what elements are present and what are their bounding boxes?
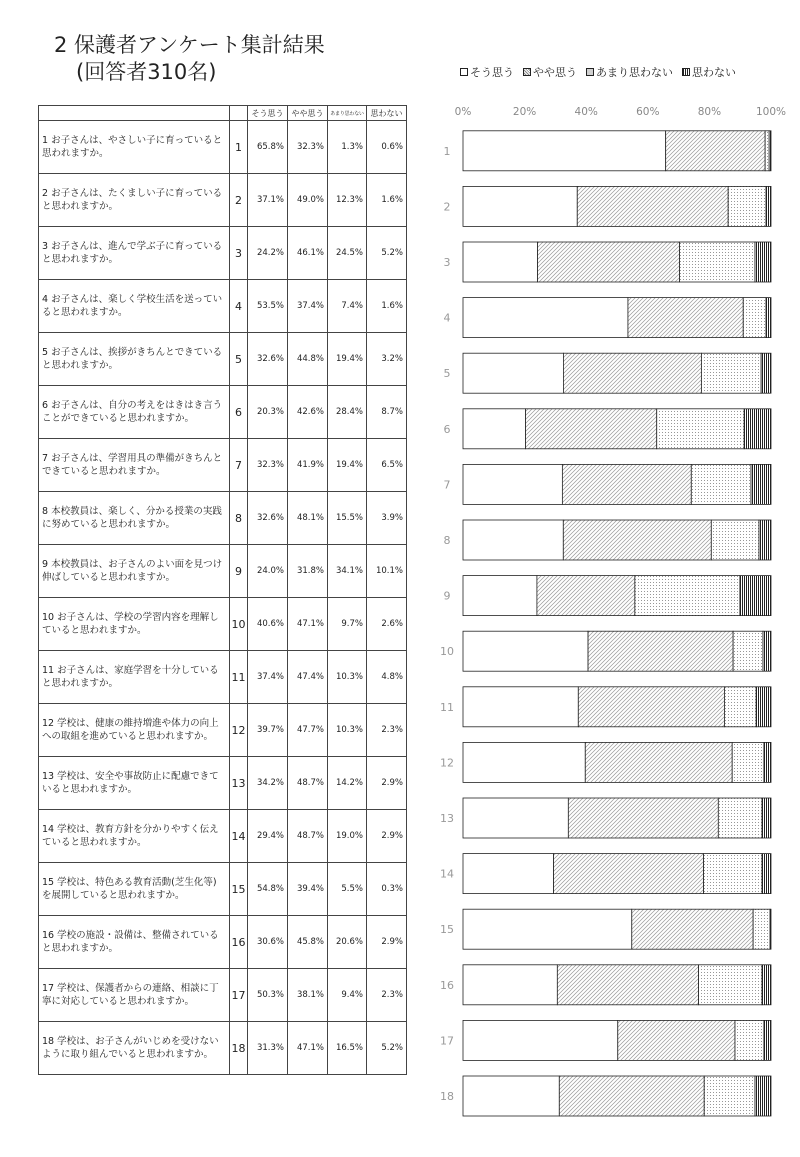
question-number: 6 xyxy=(230,386,248,439)
question-number: 2 xyxy=(230,174,248,227)
question-text: 17 学校は、保護者からの連絡、相談に丁寧に対応していると思われますか。 xyxy=(39,969,230,1022)
bar-segment-not-really xyxy=(753,909,770,949)
question-number: 16 xyxy=(230,916,248,969)
bar-segment-agree xyxy=(463,186,577,226)
bar-segment-somewhat-agree xyxy=(628,298,743,338)
value-agree: 31.3% xyxy=(248,1022,288,1075)
column-header-disagree: 思わない xyxy=(367,106,407,121)
value-disagree: 2.9% xyxy=(367,916,407,969)
bar-segment-not-really xyxy=(704,854,763,894)
value-somewhat-agree: 31.8% xyxy=(288,545,328,598)
legend-label: あまり思わない xyxy=(596,66,673,79)
question-number: 12 xyxy=(230,704,248,757)
category-label: 3 xyxy=(443,256,451,269)
value-somewhat-agree: 48.7% xyxy=(288,757,328,810)
value-not-really: 7.4% xyxy=(328,280,367,333)
bar-segment-disagree xyxy=(766,298,771,338)
value-somewhat-agree: 48.1% xyxy=(288,492,328,545)
bar-segment-not-really xyxy=(711,520,759,560)
value-somewhat-agree: 47.1% xyxy=(288,1022,328,1075)
category-label: 4 xyxy=(443,311,451,325)
table-row xyxy=(39,492,407,545)
bar-segment-somewhat-agree xyxy=(526,409,657,449)
legend-swatch-icon xyxy=(523,68,531,76)
bar-segment-not-really xyxy=(704,1076,755,1116)
value-disagree: 0.3% xyxy=(367,863,407,916)
category-label: 18 xyxy=(440,1090,454,1103)
value-somewhat-agree: 47.1% xyxy=(288,598,328,651)
bar-segment-not-really xyxy=(680,242,755,282)
category-label: 6 xyxy=(443,422,451,436)
column-header-somewhat-agree: やや思う xyxy=(288,106,328,121)
table-row xyxy=(39,280,407,333)
bar-segment-not-really xyxy=(691,464,751,504)
legend-label: そう思う xyxy=(470,66,514,79)
value-somewhat-agree: 32.3% xyxy=(288,121,328,174)
x-tick-label: 0% xyxy=(454,106,472,118)
question-number: 1 xyxy=(230,121,248,174)
value-agree: 54.8% xyxy=(248,863,288,916)
bar-segment-disagree xyxy=(766,186,771,226)
question-text: 7 お子さんは、学習用具の準備がきちんとできていると思われますか。 xyxy=(39,439,230,492)
category-label: 8 xyxy=(443,534,451,547)
bar-segment-disagree xyxy=(759,520,771,560)
bar-segment-somewhat-agree xyxy=(618,1020,735,1060)
value-not-really: 5.5% xyxy=(328,863,367,916)
x-tick-label: 20% xyxy=(512,106,537,118)
legend-item xyxy=(460,64,514,80)
value-not-really: 24.5% xyxy=(328,227,367,280)
column-header-number xyxy=(230,106,248,121)
bar-segment-not-really xyxy=(699,965,763,1005)
bar-segment-agree xyxy=(463,631,588,671)
value-somewhat-agree: 44.8% xyxy=(288,333,328,386)
table-row xyxy=(39,863,407,916)
value-disagree: 3.2% xyxy=(367,333,407,386)
value-not-really: 19.4% xyxy=(328,439,367,492)
question-number: 7 xyxy=(230,439,248,492)
value-disagree: 6.5% xyxy=(367,439,407,492)
question-text: 4 お子さんは、楽しく学校生活を送っていると思われますか。 xyxy=(39,280,230,333)
value-disagree: 2.3% xyxy=(367,704,407,757)
bar-segment-somewhat-agree xyxy=(588,631,733,671)
bar-segment-agree xyxy=(463,298,628,338)
page-title xyxy=(54,32,325,86)
bar-segment-somewhat-agree xyxy=(632,909,753,949)
bar-segment-not-really xyxy=(718,798,762,838)
title-respondents: (回答者310名) xyxy=(76,60,217,84)
category-label: 17 xyxy=(440,1034,454,1048)
x-tick-label: 100% xyxy=(755,106,787,118)
bar-segment-disagree xyxy=(764,742,771,782)
table-row xyxy=(39,439,407,492)
value-disagree: 3.9% xyxy=(367,492,407,545)
bar-segment-disagree xyxy=(762,798,771,838)
value-not-really: 28.4% xyxy=(328,386,367,439)
value-agree: 32.3% xyxy=(248,439,288,492)
value-somewhat-agree: 39.4% xyxy=(288,863,328,916)
value-not-really: 9.7% xyxy=(328,598,367,651)
bar-segment-agree xyxy=(463,965,557,1005)
question-text: 13 学校は、安全や事故防止に配慮できていると思われますか。 xyxy=(39,757,230,810)
bar-segment-disagree xyxy=(756,687,771,727)
question-number: 3 xyxy=(230,227,248,280)
bar-segment-not-really xyxy=(733,631,763,671)
bar-segment-disagree xyxy=(769,131,771,171)
value-agree: 20.3% xyxy=(248,386,288,439)
value-agree: 29.4% xyxy=(248,810,288,863)
bar-segment-not-really xyxy=(657,409,744,449)
question-text: 14 学校は、教育方針を分かりやすく伝えていると思われますか。 xyxy=(39,810,230,863)
question-number: 8 xyxy=(230,492,248,545)
table-row xyxy=(39,651,407,704)
bar-segment-disagree xyxy=(751,464,771,504)
x-tick-label: 80% xyxy=(697,106,722,118)
table-row xyxy=(39,545,407,598)
bar-segment-agree xyxy=(463,353,563,393)
legend-swatch-icon xyxy=(682,68,690,76)
question-text: 6 お子さんは、自分の考えをはきはき言うことができていると思われますか。 xyxy=(39,386,230,439)
category-label: 2 xyxy=(443,200,451,214)
category-label: 13 xyxy=(440,812,454,825)
category-label: 11 xyxy=(440,700,454,714)
value-disagree: 2.9% xyxy=(367,810,407,863)
category-label: 7 xyxy=(443,478,451,492)
question-text: 16 学校の施設・設備は、整備されていると思われますか。 xyxy=(39,916,230,969)
question-number: 9 xyxy=(230,545,248,598)
table-row xyxy=(39,121,407,174)
legend-item xyxy=(682,64,736,80)
bar-segment-agree xyxy=(463,409,526,449)
stacked-bar-chart xyxy=(430,95,790,1135)
value-agree: 37.4% xyxy=(248,651,288,704)
value-somewhat-agree: 41.9% xyxy=(288,439,328,492)
bar-segment-not-really xyxy=(724,687,756,727)
question-number: 15 xyxy=(230,863,248,916)
question-text: 3 お子さんは、進んで学ぶ子に育っていると思われますか。 xyxy=(39,227,230,280)
category-label: 15 xyxy=(440,923,454,937)
bar-segment-agree xyxy=(463,742,585,782)
value-agree: 34.2% xyxy=(248,757,288,810)
bar-segment-disagree xyxy=(762,965,771,1005)
bar-segment-disagree xyxy=(763,631,771,671)
value-not-really: 34.1% xyxy=(328,545,367,598)
value-agree: 50.3% xyxy=(248,969,288,1022)
results-table xyxy=(38,105,407,1075)
value-not-really: 20.6% xyxy=(328,916,367,969)
value-not-really: 1.3% xyxy=(328,121,367,174)
value-somewhat-agree: 45.8% xyxy=(288,916,328,969)
question-text: 10 お子さんは、学校の学習内容を理解していると思われますか。 xyxy=(39,598,230,651)
bar-segment-agree xyxy=(463,798,568,838)
category-label: 5 xyxy=(443,367,451,381)
value-not-really: 12.3% xyxy=(328,174,367,227)
value-not-really: 16.5% xyxy=(328,1022,367,1075)
value-disagree: 5.2% xyxy=(367,1022,407,1075)
category-label: 16 xyxy=(440,978,454,992)
category-label: 14 xyxy=(440,867,454,881)
value-disagree: 10.1% xyxy=(367,545,407,598)
table-row xyxy=(39,386,407,439)
bar-segment-disagree xyxy=(755,242,771,282)
bar-segment-disagree xyxy=(764,1020,771,1060)
question-text: 12 学校は、健康の維持増進や体力の向上への取組を進めていると思われますか。 xyxy=(39,704,230,757)
value-disagree: 2.9% xyxy=(367,757,407,810)
value-somewhat-agree: 47.7% xyxy=(288,704,328,757)
question-number: 18 xyxy=(230,1022,248,1075)
legend-item xyxy=(523,64,577,80)
table-row xyxy=(39,333,407,386)
legend-label: 思わない xyxy=(692,66,736,79)
bar-segment-disagree xyxy=(762,854,771,894)
bar-segment-not-really xyxy=(635,576,740,616)
category-label: 12 xyxy=(440,756,454,770)
bar-segment-somewhat-agree xyxy=(568,798,718,838)
category-label: 1 xyxy=(443,144,451,158)
bar-segment-agree xyxy=(463,1076,559,1116)
question-text: 5 お子さんは、挨拶がきちんとできていると思われますか。 xyxy=(39,333,230,386)
table-row xyxy=(39,704,407,757)
bar-segment-somewhat-agree xyxy=(559,1076,704,1116)
question-text: 11 お子さんは、家庭学習を十分していると思われますか。 xyxy=(39,651,230,704)
bar-segment-agree xyxy=(463,576,537,616)
bar-segment-somewhat-agree xyxy=(537,576,635,616)
category-label: 10 xyxy=(440,645,454,659)
question-number: 17 xyxy=(230,969,248,1022)
value-not-really: 19.0% xyxy=(328,810,367,863)
bar-segment-agree xyxy=(463,520,563,560)
question-text: 8 本校教員は、楽しく、分かる授業の実践に努めていると思われますか。 xyxy=(39,492,230,545)
value-somewhat-agree: 48.7% xyxy=(288,810,328,863)
bar-segment-agree xyxy=(463,909,632,949)
question-text: 15 学校は、特色ある教育活動(芝生化等)を展開していると思われますか。 xyxy=(39,863,230,916)
value-agree: 37.1% xyxy=(248,174,288,227)
value-disagree: 2.3% xyxy=(367,969,407,1022)
bar-segment-disagree xyxy=(761,353,771,393)
table-body xyxy=(39,121,407,1075)
table-row xyxy=(39,227,407,280)
question-number: 13 xyxy=(230,757,248,810)
question-number: 10 xyxy=(230,598,248,651)
bar-segment-not-really xyxy=(732,742,764,782)
value-agree: 39.7% xyxy=(248,704,288,757)
question-number: 11 xyxy=(230,651,248,704)
bar-segment-disagree xyxy=(744,409,771,449)
question-text: 2 お子さんは、たくましい子に育っていると思われますか。 xyxy=(39,174,230,227)
bar-segment-not-really xyxy=(728,186,766,226)
value-agree: 40.6% xyxy=(248,598,288,651)
value-somewhat-agree: 37.4% xyxy=(288,280,328,333)
bar-segment-somewhat-agree xyxy=(563,520,711,560)
value-agree: 30.6% xyxy=(248,916,288,969)
column-header-not-really: あまり思わない xyxy=(328,106,367,121)
bar-segment-agree xyxy=(463,687,578,727)
bar-segment-not-really xyxy=(701,353,761,393)
bar-segment-somewhat-agree xyxy=(554,854,704,894)
bar-segment-agree xyxy=(463,854,554,894)
table-row xyxy=(39,969,407,1022)
bar-segment-not-really xyxy=(735,1020,764,1060)
bar-segment-somewhat-agree xyxy=(666,131,765,171)
bar-segment-agree xyxy=(463,464,562,504)
value-agree: 32.6% xyxy=(248,492,288,545)
table-row xyxy=(39,757,407,810)
bar-segment-somewhat-agree xyxy=(563,353,701,393)
question-text: 9 本校教員は、お子さんのよい面を見つけ伸ばしていると思われますか。 xyxy=(39,545,230,598)
value-not-really: 14.2% xyxy=(328,757,367,810)
bar-segment-somewhat-agree xyxy=(538,242,680,282)
chart-legend xyxy=(460,64,736,80)
legend-swatch-icon xyxy=(586,68,594,76)
value-not-really: 9.4% xyxy=(328,969,367,1022)
legend-swatch-icon xyxy=(460,68,468,76)
category-label: 9 xyxy=(443,589,451,603)
question-number: 5 xyxy=(230,333,248,386)
table-row xyxy=(39,1022,407,1075)
column-header-question xyxy=(39,106,230,121)
bar-segment-disagree xyxy=(770,909,771,949)
table-row xyxy=(39,598,407,651)
x-tick-label: 60% xyxy=(636,106,660,118)
value-disagree: 2.6% xyxy=(367,598,407,651)
bar-segment-not-really xyxy=(765,131,769,171)
value-not-really: 15.5% xyxy=(328,492,367,545)
value-agree: 53.5% xyxy=(248,280,288,333)
bar-segment-disagree xyxy=(755,1076,771,1116)
question-text: 18 学校は、お子さんがいじめを受けないように取り組んでいると思われますか。 xyxy=(39,1022,230,1075)
value-disagree: 8.7% xyxy=(367,386,407,439)
bar-segment-somewhat-agree xyxy=(578,687,724,727)
value-agree: 32.6% xyxy=(248,333,288,386)
title-main: 2 保護者アンケート集計結果 xyxy=(54,33,325,57)
table-row xyxy=(39,916,407,969)
bar-segment-somewhat-agree xyxy=(562,464,691,504)
value-not-really: 10.3% xyxy=(328,651,367,704)
value-somewhat-agree: 46.1% xyxy=(288,227,328,280)
value-not-really: 10.3% xyxy=(328,704,367,757)
value-somewhat-agree: 42.6% xyxy=(288,386,328,439)
table-header-row xyxy=(39,106,407,121)
question-number: 4 xyxy=(230,280,248,333)
bar-segment-not-really xyxy=(743,298,766,338)
value-agree: 24.2% xyxy=(248,227,288,280)
bar-segment-agree xyxy=(463,1020,618,1060)
value-disagree: 1.6% xyxy=(367,280,407,333)
value-disagree: 4.8% xyxy=(367,651,407,704)
value-somewhat-agree: 38.1% xyxy=(288,969,328,1022)
bar-segment-somewhat-agree xyxy=(577,186,728,226)
legend-label: やや思う xyxy=(533,66,577,79)
bar-segment-somewhat-agree xyxy=(557,965,698,1005)
value-disagree: 1.6% xyxy=(367,174,407,227)
bar-segment-somewhat-agree xyxy=(585,742,732,782)
x-tick-label: 40% xyxy=(574,106,598,118)
column-header-agree: そう思う xyxy=(248,106,288,121)
bar-segment-disagree xyxy=(740,576,771,616)
question-number: 14 xyxy=(230,810,248,863)
bar-segment-agree xyxy=(463,242,538,282)
value-somewhat-agree: 49.0% xyxy=(288,174,328,227)
value-disagree: 5.2% xyxy=(367,227,407,280)
value-agree: 65.8% xyxy=(248,121,288,174)
value-agree: 24.0% xyxy=(248,545,288,598)
question-text: 1 お子さんは、やさしい子に育っていると思われますか。 xyxy=(39,121,230,174)
table-row xyxy=(39,810,407,863)
value-somewhat-agree: 47.4% xyxy=(288,651,328,704)
table-row xyxy=(39,174,407,227)
value-not-really: 19.4% xyxy=(328,333,367,386)
legend-item xyxy=(586,64,673,80)
bar-segment-agree xyxy=(463,131,666,171)
value-disagree: 0.6% xyxy=(367,121,407,174)
